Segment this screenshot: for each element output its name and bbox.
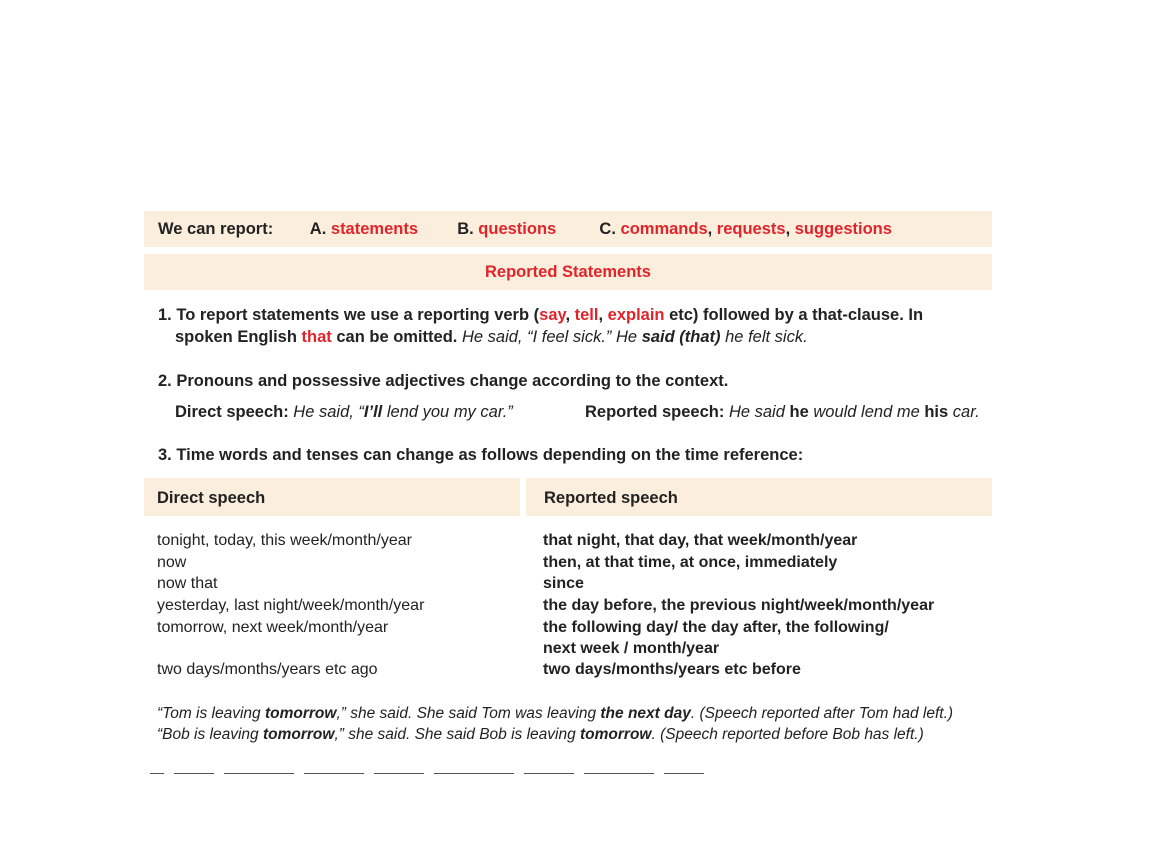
report-types-line: We can report: A. statements B. questions C. commands, requests, suggestions [158, 220, 892, 238]
reported-speech-example: Reported speech: He said he would lend me his car. [585, 403, 980, 421]
section-title: Reported Statements [485, 263, 651, 281]
report-label: We can report: [158, 220, 274, 238]
col-header-reported: Reported speech [544, 489, 678, 507]
col-header-direct: Direct speech [157, 489, 266, 507]
type-commands: commands [620, 220, 708, 238]
type-statements: statements [330, 220, 419, 238]
example-tom: “Tom is leaving tomorrow,” she said. She said Tom was leaving the next day. (Speech reported after Tom had left.) [157, 705, 954, 722]
type-requests: requests [716, 220, 786, 238]
example-bob: “Bob is leaving tomorrow,” she said. She said Bob is leaving tomorrow. (Speech reported before Bob has left.) [157, 726, 924, 743]
type-questions: questions [478, 220, 557, 238]
cutoff-text-fragment [150, 764, 750, 774]
type-suggestions: suggestions [794, 220, 892, 238]
rule1-line2: spoken English that can be omitted. He said, “I feel sick.” He said (that) he felt sick. [175, 328, 808, 346]
direct-speech-example: Direct speech: He said, “I’ll lend you my car.” [175, 403, 513, 421]
rule3-line: 3. Time words and tenses can change as follows depending on the time reference: [158, 446, 804, 464]
document-page: We can report: A. statements B. questions C. commands, requests, suggestions Reported Statements 1. To report statements we use a reporting verb (say, tell, explain etc) followed by a that-clause. In spoken English that can be omitted. He said, “I feel sick.” He said (that) he felt sick. 2. Pronouns and possessive adjectives change according to the context. Direct speech: He said, “I’ll lend you my car.” Reported speech: He said he would lend me his car. 3. Time words and tenses can change as follows depending on the time reference: Direct speech Reported speech tonight, today, this week/month/year that night, that day, that week/month/year now then, at that time, at once, immediately now that since yesterday, last night/week/month/year the day before, the previous night/week/month/year tomorrow, next week/month/year the following day/ the day after, the following/ next week / month/year two days/months/years etc ago two days/months/years etc before “Tom is leaving tomorrow,” she said. She said Tom was leaving the next day. (Speech reported after Tom had left.) “Bob is leaving tomorrow,” she said. She said Bob is leaving tomorrow. (Speech reported before Bob has left.) [0, 0, 1150, 864]
rule2-line: 2. Pronouns and possessive adjectives change according to the context. [158, 372, 729, 390]
rule1-line1: 1. To report statements we use a reporting verb (say, tell, explain etc) followed by a that-clause. In [158, 306, 924, 324]
